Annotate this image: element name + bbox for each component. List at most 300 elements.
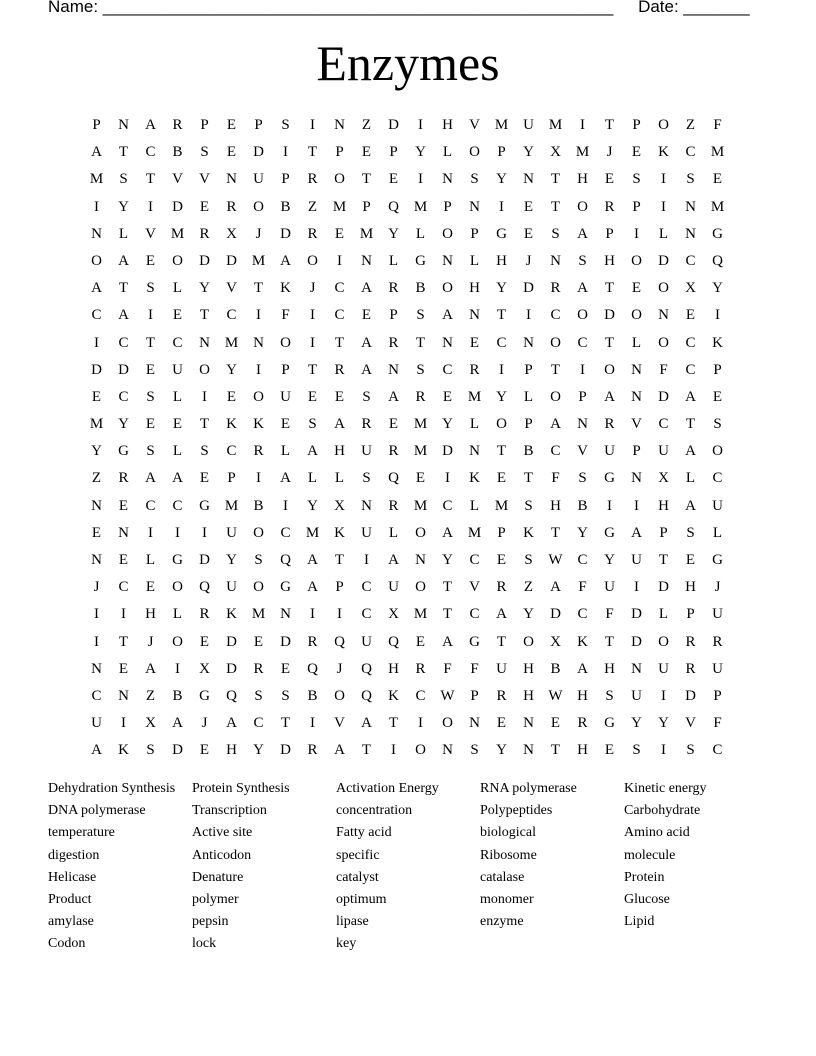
grid-letter: I: [121, 606, 126, 623]
grid-letter: G: [712, 552, 723, 568]
grid-letter: A: [118, 307, 129, 324]
grid-letter: N: [442, 171, 453, 188]
grid-letter: D: [226, 252, 237, 269]
grid-letter: N: [253, 334, 264, 351]
grid-letter: A: [550, 416, 561, 433]
grid-letter: P: [524, 416, 533, 433]
grid-letter: D: [658, 388, 669, 405]
grid-letter: C: [172, 334, 183, 351]
grid-letter: H: [604, 252, 615, 269]
grid-letter: M: [413, 416, 428, 433]
grid-letter: B: [577, 497, 588, 514]
grid-letter: M: [305, 524, 320, 541]
grid-letter: M: [89, 171, 104, 188]
grid-letter: H: [685, 579, 696, 596]
grid-letter: I: [634, 497, 639, 514]
grid-letter: Y: [658, 715, 669, 732]
grid-letter: L: [442, 144, 453, 161]
grid-letter: T: [550, 524, 561, 541]
grid-letter: B: [307, 687, 318, 704]
grid-letter: I: [202, 388, 207, 405]
grid-letter: I: [148, 307, 153, 324]
grid-letter: O: [658, 280, 669, 297]
grid-letter: E: [172, 416, 183, 433]
grid-letter: X: [145, 715, 156, 732]
grid-letter: Z: [91, 470, 102, 487]
grid-letter: I: [283, 144, 288, 161]
grid-letter: T: [685, 416, 696, 433]
grid-letter: Y: [496, 742, 507, 759]
word-bank-item: Carbohydrate: [624, 803, 701, 819]
grid-letter: I: [94, 606, 99, 623]
grid-letter: A: [145, 117, 156, 133]
grid-letter: C: [685, 361, 696, 378]
grid-letter: L: [631, 334, 642, 351]
grid-letter: I: [418, 171, 423, 188]
grid-letter: X: [658, 470, 669, 487]
grid-letter: R: [226, 198, 237, 215]
grid-letter: C: [118, 334, 129, 351]
grid-letter: E: [253, 633, 264, 650]
grid-letter: A: [442, 524, 453, 541]
grid-letter: T: [550, 198, 561, 215]
grid-letter: C: [550, 307, 561, 324]
grid-letter: D: [523, 280, 534, 297]
grid-letter: E: [550, 715, 561, 732]
grid-letter: G: [415, 252, 426, 269]
grid-letter: C: [280, 524, 291, 541]
grid-letter: A: [442, 633, 453, 650]
grid-letter: P: [281, 171, 290, 188]
grid-letter: C: [658, 416, 669, 433]
grid-letter: H: [388, 660, 399, 677]
grid-letter: U: [226, 524, 237, 541]
grid-letter: P: [470, 225, 479, 242]
grid-letter: K: [658, 144, 669, 161]
grid-letter: P: [632, 117, 641, 133]
grid-letter: U: [712, 497, 723, 514]
grid-letter: R: [496, 687, 507, 704]
grid-letter: S: [686, 524, 695, 541]
word-bank-item: temperature: [48, 825, 115, 841]
grid-letter: T: [496, 633, 507, 650]
grid-letter: K: [253, 416, 264, 433]
grid-letter: R: [199, 606, 210, 623]
grid-letter: E: [496, 552, 507, 568]
grid-letter: Z: [361, 117, 372, 133]
grid-letter: N: [523, 742, 534, 759]
grid-letter: P: [659, 524, 668, 541]
grid-letter: F: [443, 660, 452, 677]
grid-letter: J: [606, 144, 613, 161]
grid-letter: O: [658, 633, 669, 650]
grid-letter: X: [550, 144, 561, 161]
grid-letter: C: [91, 307, 102, 324]
grid-letter: B: [253, 497, 264, 514]
word-bank-item: catalyst: [336, 869, 379, 885]
grid-letter: N: [469, 198, 480, 215]
grid-letter: L: [334, 470, 345, 487]
grid-letter: I: [310, 307, 315, 324]
grid-letter: N: [550, 252, 561, 269]
grid-letter: O: [631, 252, 642, 269]
grid-letter: P: [281, 361, 290, 378]
grid-letter: U: [388, 579, 399, 596]
grid-letter: H: [145, 606, 156, 623]
grid-letter: C: [334, 280, 345, 297]
grid-letter: V: [334, 715, 345, 732]
grid-letter: J: [255, 225, 262, 242]
grid-letter: O: [253, 524, 264, 541]
grid-letter: N: [118, 687, 129, 704]
word-bank-item: Protein Synthesis: [192, 781, 290, 796]
grid-letter: C: [118, 388, 129, 405]
grid-letter: C: [145, 497, 156, 514]
grid-letter: S: [524, 552, 533, 568]
grid-letter: C: [469, 606, 480, 623]
grid-letter: I: [202, 524, 207, 541]
grid-letter: H: [577, 742, 588, 759]
grid-letter: M: [467, 388, 482, 405]
grid-letter: D: [280, 225, 291, 242]
grid-letter: P: [389, 307, 398, 324]
word-bank-item: Kinetic energy: [624, 781, 707, 796]
grid-letter: U: [361, 443, 372, 460]
grid-letter: O: [199, 361, 210, 378]
word-bank-item: Activation Energy: [336, 781, 439, 796]
grid-letter: H: [226, 742, 237, 759]
grid-letter: I: [499, 198, 504, 215]
grid-letter: M: [224, 334, 239, 351]
grid-letter: R: [199, 225, 210, 242]
grid-letter: I: [283, 497, 288, 514]
grid-letter: P: [389, 144, 398, 161]
grid-letter: N: [631, 470, 642, 487]
grid-letter: R: [388, 334, 399, 351]
grid-letter: S: [146, 742, 155, 759]
grid-letter: S: [362, 470, 371, 487]
grid-letter: O: [442, 225, 453, 242]
grid-letter: F: [281, 307, 290, 324]
date-field-label: Date: _______: [638, 0, 750, 16]
grid-letter: U: [361, 524, 372, 541]
grid-letter: E: [604, 171, 615, 188]
grid-letter: Q: [307, 660, 318, 677]
grid-letter: A: [442, 307, 453, 324]
grid-letter: A: [361, 280, 372, 297]
grid-letter: C: [577, 552, 588, 568]
grid-letter: P: [200, 117, 209, 133]
grid-letter: N: [91, 497, 102, 514]
page-title: Enzymes: [316, 35, 500, 91]
grid-letter: L: [307, 470, 318, 487]
grid-letter: E: [307, 388, 318, 405]
grid-letter: L: [523, 388, 534, 405]
grid-letter: D: [118, 361, 129, 378]
grid-letter: E: [415, 633, 426, 650]
grid-letter: V: [469, 117, 480, 133]
grid-letter: K: [388, 687, 399, 704]
grid-letter: T: [118, 633, 129, 650]
grid-letter: A: [307, 552, 318, 568]
word-bank-item: concentration: [336, 803, 413, 819]
grid-letter: N: [388, 361, 399, 378]
grid-letter: S: [632, 742, 641, 759]
grid-letter: E: [685, 552, 696, 568]
grid-letter: X: [199, 660, 210, 677]
grid-letter: H: [658, 497, 669, 514]
grid-letter: A: [604, 388, 615, 405]
grid-letter: C: [712, 742, 723, 759]
grid-letter: C: [685, 334, 696, 351]
grid-letter: M: [359, 225, 374, 242]
grid-letter: I: [337, 606, 342, 623]
grid-letter: S: [308, 416, 317, 433]
grid-letter: E: [523, 225, 534, 242]
grid-letter: S: [281, 687, 290, 704]
grid-letter: R: [334, 361, 345, 378]
grid-letter: I: [121, 715, 126, 732]
grid-letter: Y: [307, 497, 318, 514]
word-bank-item: monomer: [480, 891, 534, 907]
grid-letter: E: [280, 416, 291, 433]
grid-letter: T: [361, 742, 372, 759]
grid-letter: S: [146, 443, 155, 460]
grid-letter: T: [415, 334, 426, 351]
grid-letter: O: [280, 334, 291, 351]
grid-letter: U: [226, 579, 237, 596]
grid-letter: D: [658, 252, 669, 269]
grid-letter: U: [280, 388, 291, 405]
grid-letter: U: [523, 117, 534, 133]
grid-letter: I: [661, 171, 666, 188]
grid-letter: E: [280, 660, 291, 677]
grid-letter: T: [388, 715, 399, 732]
grid-letter: A: [307, 443, 318, 460]
grid-letter: C: [361, 606, 372, 623]
grid-letter: Y: [712, 280, 723, 297]
grid-letter: N: [91, 552, 102, 568]
word-bank-item: lipase: [336, 914, 369, 930]
grid-letter: F: [605, 606, 614, 623]
grid-letter: D: [280, 633, 291, 650]
grid-letter: S: [686, 171, 695, 188]
grid-letter: P: [713, 361, 722, 378]
grid-letter: I: [634, 225, 639, 242]
grid-letter: A: [361, 361, 372, 378]
grid-letter: P: [92, 117, 101, 133]
grid-letter: J: [714, 579, 721, 596]
grid-letter: S: [470, 171, 479, 188]
grid-letter: R: [307, 742, 318, 759]
grid-letter: Y: [226, 552, 237, 568]
grid-letter: K: [334, 524, 345, 541]
grid-letter: M: [89, 416, 104, 433]
word-bank-item: Polypeptides: [480, 803, 553, 819]
grid-letter: S: [254, 687, 263, 704]
grid-letter: L: [658, 606, 669, 623]
grid-letter: X: [388, 606, 399, 623]
grid-letter: C: [496, 334, 507, 351]
grid-letter: T: [118, 144, 129, 161]
grid-letter: O: [469, 144, 480, 161]
word-bank-item: polymer: [192, 891, 239, 907]
grid-letter: A: [118, 252, 129, 269]
grid-letter: G: [496, 225, 507, 242]
grid-letter: I: [337, 252, 342, 269]
grid-letter: E: [226, 144, 237, 161]
grid-letter: H: [577, 171, 588, 188]
grid-letter: D: [631, 633, 642, 650]
grid-letter: G: [712, 225, 723, 242]
grid-letter: I: [94, 334, 99, 351]
grid-letter: E: [199, 742, 210, 759]
grid-letter: V: [577, 443, 588, 460]
grid-letter: O: [253, 579, 264, 596]
grid-letter: D: [253, 144, 264, 161]
grid-letter: E: [226, 117, 237, 133]
grid-letter: M: [251, 606, 266, 623]
grid-letter: U: [496, 660, 507, 677]
grid-letter: E: [226, 388, 237, 405]
grid-letter: X: [550, 633, 561, 650]
word-bank-item: Ribosome: [480, 847, 537, 863]
grid-letter: B: [415, 280, 426, 297]
grid-letter: Y: [523, 606, 534, 623]
grid-letter: B: [523, 443, 534, 460]
grid-letter: P: [632, 198, 641, 215]
grid-letter: I: [715, 307, 720, 324]
grid-letter: U: [361, 633, 372, 650]
name-date-header: [48, 0, 750, 17]
grid-letter: Y: [496, 171, 507, 188]
grid-letter: D: [199, 252, 210, 269]
grid-letter: C: [685, 252, 696, 269]
grid-letter: E: [199, 470, 210, 487]
grid-letter: A: [91, 280, 102, 297]
grid-letter: I: [310, 715, 315, 732]
grid-letter: O: [415, 524, 426, 541]
grid-letter: Y: [253, 742, 264, 759]
word-bank-item: Active site: [192, 825, 253, 841]
grid-letter: C: [685, 144, 696, 161]
grid-letter: T: [199, 416, 210, 433]
grid-letter: H: [442, 117, 453, 133]
grid-letter: I: [364, 552, 369, 568]
grid-letter: J: [201, 715, 208, 732]
grid-letter: L: [388, 524, 399, 541]
word-bank-item: optimum: [336, 891, 387, 907]
grid-letter: A: [145, 660, 156, 677]
grid-letter: P: [497, 524, 506, 541]
grid-letter: O: [658, 334, 669, 351]
grid-letter: N: [469, 715, 480, 732]
grid-letter: R: [604, 198, 615, 215]
grid-letter: E: [523, 198, 534, 215]
grid-letter: A: [280, 470, 291, 487]
grid-letter: Y: [577, 524, 588, 541]
word-bank-item: molecule: [624, 847, 676, 863]
word-bank: [48, 778, 768, 956]
grid-letter: I: [499, 361, 504, 378]
grid-letter: S: [416, 307, 425, 324]
grid-letter: D: [685, 687, 696, 704]
grid-letter: S: [551, 225, 560, 242]
word-bank-item: Glucose: [624, 891, 670, 907]
word-bank-item: biological: [480, 825, 536, 841]
grid-letter: O: [442, 280, 453, 297]
grid-letter: R: [469, 361, 480, 378]
grid-letter: V: [685, 715, 696, 732]
grid-letter: P: [227, 470, 236, 487]
grid-letter: R: [685, 660, 696, 677]
grid-letter: Q: [334, 633, 345, 650]
grid-letter: C: [442, 361, 453, 378]
grid-letter: A: [361, 715, 372, 732]
grid-letter: M: [494, 117, 509, 133]
grid-letter: K: [523, 524, 534, 541]
grid-letter: R: [415, 388, 426, 405]
grid-letter: A: [280, 252, 291, 269]
grid-letter: I: [418, 117, 423, 133]
grid-letter: E: [91, 524, 102, 541]
grid-letter: A: [388, 388, 399, 405]
grid-letter: O: [415, 579, 426, 596]
word-bank-item: key: [336, 936, 357, 952]
grid-letter: D: [280, 742, 291, 759]
grid-letter: Q: [361, 687, 372, 704]
grid-letter: A: [496, 606, 507, 623]
grid-letter: D: [604, 307, 615, 324]
grid-letter: E: [118, 497, 129, 514]
grid-letter: E: [145, 252, 156, 269]
grid-letter: L: [415, 225, 426, 242]
grid-letter: K: [226, 416, 237, 433]
grid-letter: A: [388, 552, 399, 568]
grid-letter: G: [199, 687, 210, 704]
grid-letter: T: [604, 633, 615, 650]
grid-letter: E: [712, 171, 723, 188]
grid-letter: T: [496, 307, 507, 324]
grid-letter: V: [631, 416, 642, 433]
grid-letter: J: [309, 280, 316, 297]
grid-letter: S: [524, 497, 533, 514]
grid-letter: U: [712, 660, 723, 677]
grid-letter: T: [307, 361, 318, 378]
grid-letter: E: [91, 388, 102, 405]
grid-letter: K: [226, 606, 237, 623]
word-bank-item: Codon: [48, 936, 86, 952]
grid-letter: R: [118, 470, 129, 487]
grid-letter: Z: [145, 687, 156, 704]
grid-letter: C: [226, 443, 237, 460]
word-bank-item: Fatty acid: [336, 825, 392, 841]
word-bank-item: Dehydration Synthesis: [48, 781, 176, 796]
grid-letter: R: [253, 660, 264, 677]
grid-letter: O: [253, 388, 264, 405]
grid-letter: T: [118, 280, 129, 297]
grid-letter: I: [580, 361, 585, 378]
grid-letter: T: [442, 606, 453, 623]
grid-letter: P: [470, 687, 479, 704]
name-field-label: Name: ______________________________________________________: [48, 0, 614, 16]
grid-letter: S: [713, 416, 722, 433]
grid-letter: H: [496, 252, 507, 269]
word-bank-item: digestion: [48, 847, 100, 863]
grid-letter: I: [526, 307, 531, 324]
grid-letter: P: [686, 606, 695, 623]
grid-letter: T: [361, 171, 372, 188]
